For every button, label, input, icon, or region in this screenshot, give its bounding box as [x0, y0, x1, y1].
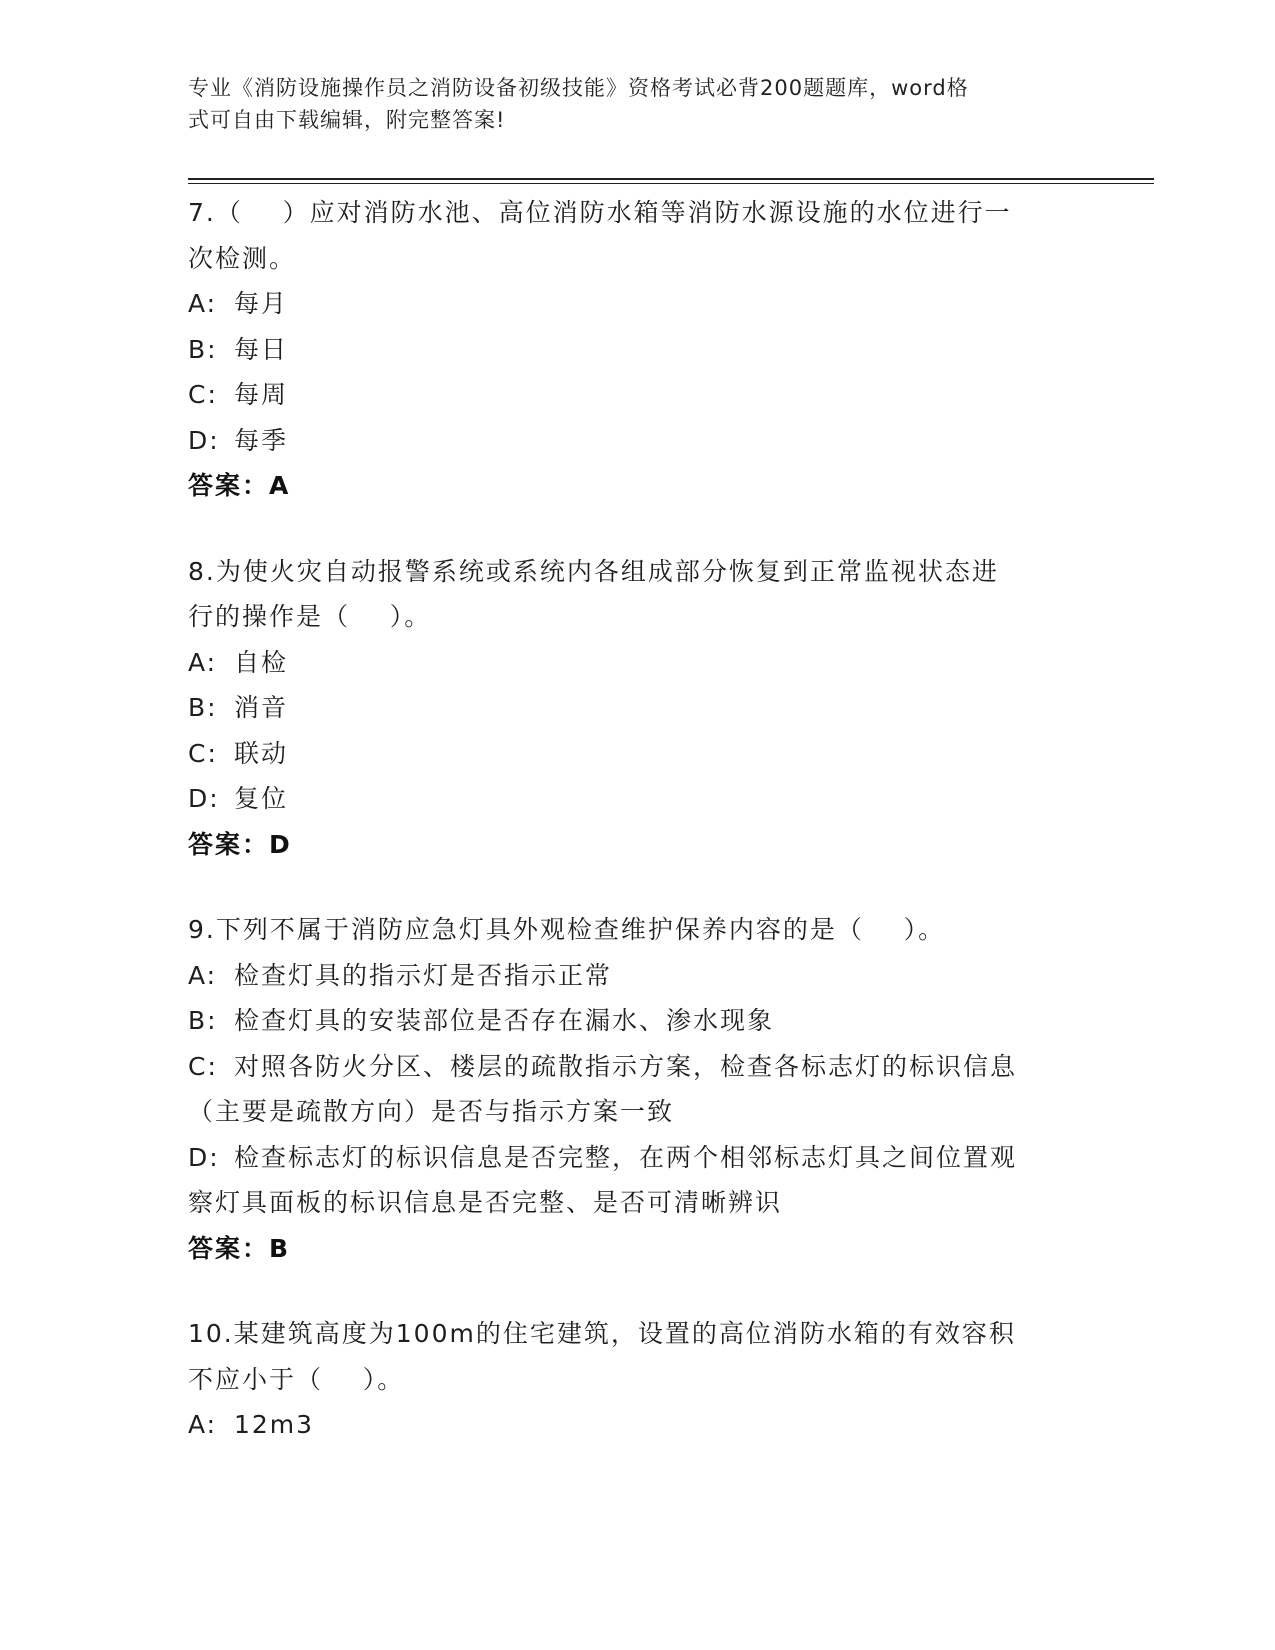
option-text: 联动	[234, 738, 289, 768]
question-8	[188, 549, 1088, 868]
option-letter: A:	[188, 647, 218, 677]
option-text: 对照各防火分区、楼层的疏散指示方案，检查各标志灯的标识信息	[234, 1051, 1018, 1081]
option-letter: B:	[188, 693, 218, 722]
document-header	[188, 72, 1068, 136]
option-c	[188, 1044, 1088, 1090]
option-letter: A:	[188, 289, 218, 318]
option-c	[188, 372, 1088, 418]
option-text: 每季	[234, 425, 289, 455]
option-letter: C:	[188, 738, 218, 768]
option-a	[188, 281, 1088, 327]
option-letter: A:	[188, 960, 218, 990]
option-text: 消音	[234, 693, 289, 722]
option-letter: C:	[188, 1051, 218, 1081]
option-d	[188, 776, 1088, 822]
option-text: 每日	[234, 334, 289, 364]
option-b	[188, 685, 1088, 731]
option-letter: D:	[188, 784, 220, 813]
option-letter: B:	[188, 1006, 218, 1035]
option-text: 每月	[234, 289, 289, 318]
option-d-continuation: 察灯具面板的标识信息是否完整、是否可清晰辨识	[188, 1188, 783, 1217]
option-d	[188, 1135, 1088, 1181]
option-c	[188, 731, 1088, 777]
option-a	[188, 1402, 1088, 1448]
header-line-1: 专业《消防设施操作员之消防设备初级技能》资格考试必背200题题库，word格	[188, 76, 969, 100]
answer-line: 答案：D	[188, 829, 292, 859]
answer-line: 答案：A	[188, 471, 291, 500]
question-stem-line: 行的操作是（ ）。	[188, 602, 432, 631]
option-letter: D:	[188, 1142, 220, 1172]
option-text: 12m3	[234, 1410, 315, 1439]
option-letter: A:	[188, 1410, 218, 1439]
option-b	[188, 327, 1088, 373]
question-stem-line: 9.下列不属于消防应急灯具外观检查维护保养内容的是（ ）。	[188, 915, 946, 944]
question-stem-line: 10.某建筑高度为100m的住宅建筑，设置的高位消防水箱的有效容积	[188, 1319, 1016, 1348]
question-7	[188, 190, 1088, 509]
option-letter: B:	[188, 334, 218, 364]
option-d	[188, 418, 1088, 464]
option-a	[188, 953, 1088, 999]
question-stem-line: 8.为使火灾自动报警系统或系统内各组成部分恢复到正常监视状态进	[188, 556, 999, 586]
option-text: 自检	[234, 647, 289, 677]
answer-line: 答案：B	[188, 1233, 291, 1263]
question-10	[188, 1311, 1088, 1448]
question-list	[188, 190, 1088, 1488]
question-9	[188, 907, 1088, 1271]
option-c-continuation: （主要是疏散方向）是否与指示方案一致	[188, 1097, 675, 1126]
option-text: 检查灯具的指示灯是否指示正常	[234, 960, 613, 990]
header-divider-thin	[188, 183, 1154, 184]
header-divider-thick	[188, 178, 1154, 180]
option-text: 每周	[234, 380, 289, 409]
option-letter: C:	[188, 380, 218, 409]
option-b	[188, 998, 1088, 1044]
question-stem-line: 不应小于（ ）。	[188, 1364, 405, 1394]
option-text: 检查标志灯的标识信息是否完整，在两个相邻标志灯具之间位置观	[234, 1142, 1018, 1172]
option-text: 复位	[234, 784, 289, 813]
header-line-2: 式可自由下载编辑，附完整答案!	[188, 108, 506, 132]
option-a	[188, 640, 1088, 686]
question-stem-line: 次检测。	[188, 243, 297, 273]
option-letter: D:	[188, 425, 220, 455]
option-text: 检查灯具的安装部位是否存在漏水、渗水现象	[234, 1006, 775, 1035]
question-stem-line: 7.（ ）应对消防水池、高位消防水箱等消防水源设施的水位进行一	[188, 198, 1012, 227]
